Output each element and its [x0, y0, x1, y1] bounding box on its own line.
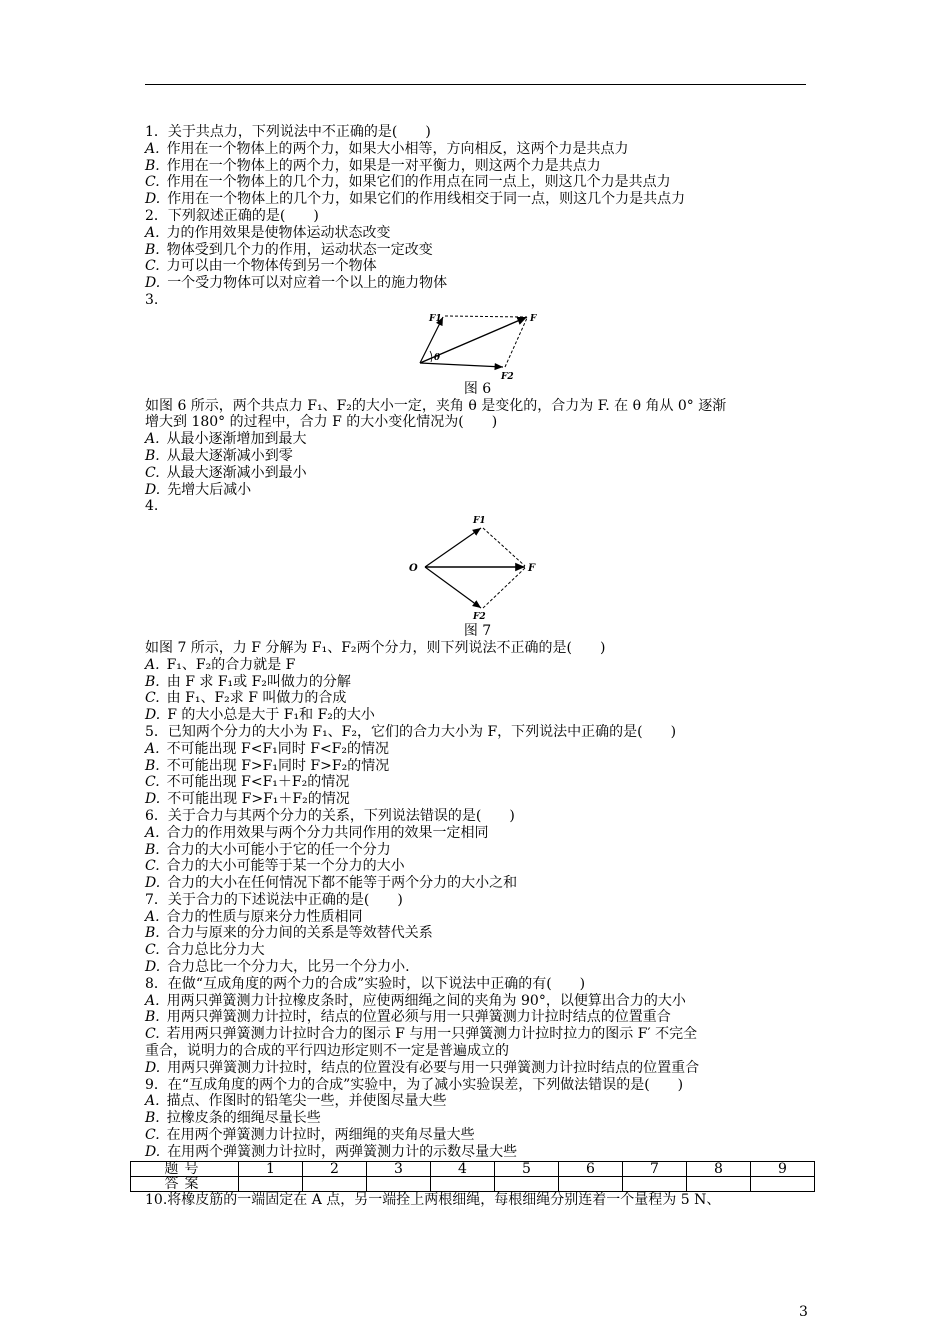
answer-cell[interactable]: [303, 1176, 367, 1191]
figure-caption: 图 7: [463, 623, 492, 640]
option-a: A. 作用在一个物体上的两个力，如果大小相等，方向相反，这两个力是共点力: [145, 140, 629, 157]
option-c: C. 不可能出现 F<F₁＋F₂的情况: [145, 774, 350, 791]
answer-cell[interactable]: [495, 1176, 559, 1191]
option-a: A. 从最小逐渐增加到最大: [145, 431, 307, 448]
option-c: C. 作用在一个物体上的几个力，如果它们的作用点在同一点上，则这几个力是共点力: [145, 174, 671, 191]
page-number: 3: [799, 1304, 808, 1320]
label-f1: F1: [472, 516, 486, 527]
figure-7: [145, 515, 810, 640]
answer-cell[interactable]: [367, 1176, 431, 1191]
label-theta: θ: [433, 352, 440, 363]
page-content: [145, 124, 810, 1208]
answer-cell[interactable]: [623, 1176, 687, 1191]
question-5: [145, 724, 810, 808]
table-row: [131, 1161, 815, 1176]
option-b: B. 合力与原来的分力间的关系是等效替代关系: [145, 925, 433, 942]
question-stem: 如图 6 所示，两个共点力 F₁、F₂的大小一定，夹角 θ 是变化的，合力为 F. 在 θ 角从 0° 逐渐: [145, 397, 727, 414]
table-cell: 8: [687, 1161, 751, 1176]
option-a: A. 不可能出现 F<F₁同时 F<F₂的情况: [145, 740, 390, 757]
option-b: B. 物体受到几个力的作用，运动状态一定改变: [145, 241, 433, 258]
option-b: B. 拉橡皮条的细绳尽量长些: [145, 1110, 321, 1127]
question-stem-cont: 增大到 180° 的过程中，合力 F 的大小变化情况为( ): [145, 414, 498, 431]
option-b: B. 由 F 求 F₁或 F₂叫做力的分解: [145, 673, 351, 690]
label-f1: F1: [428, 313, 442, 324]
figure-6: [145, 309, 810, 398]
label-f2: F2: [500, 371, 514, 381]
table-cell: 7: [623, 1161, 687, 1176]
dashed-edge-top: [445, 316, 527, 317]
question-8: [145, 976, 810, 1077]
dashed-edge-bottom: [483, 568, 525, 608]
force-decomposition-diagram: [403, 515, 553, 623]
question-9: [145, 1077, 810, 1161]
option-a: A. 合力的性质与原来分力性质相同: [145, 908, 363, 925]
option-d: D. 先增大后减小: [145, 481, 252, 498]
option-b: B. 用两只弹簧测力计拉时，结点的位置必须与用一只弹簧测力计拉时结点的位置重合: [145, 1009, 671, 1026]
question-stem: 9．在“互成角度的两个力的合成”实验中，为了减小实验误差，下列做法错误的是( ): [145, 1076, 684, 1093]
option-a: A. 用两只弹簧测力计拉橡皮条时，应使两细绳之间的夹角为 90°，以便算出合力的大小: [145, 992, 686, 1009]
option-a: A. 力的作用效果是使物体运动状态改变: [145, 224, 391, 241]
option-c: C. 在用两个弹簧测力计拉时，两细绳的夹角尽量大些: [145, 1127, 475, 1144]
f2-vector: [420, 363, 503, 367]
option-c: C. 由 F₁、F₂求 F 叫做力的合成: [145, 690, 347, 707]
answer-cell[interactable]: [687, 1176, 751, 1191]
row-header-number: 题号: [131, 1161, 239, 1176]
table-cell: 3: [367, 1161, 431, 1176]
question-stem: 2．下列叙述正确的是( ): [145, 207, 319, 224]
f2-vector: [425, 567, 481, 608]
figure-caption: 图 6: [463, 380, 492, 397]
option-d: D. 不可能出现 F>F₁＋F₂的情况: [145, 791, 350, 808]
question-stem: 如图 7 所示，力 F 分解为 F₁、F₂两个分力，则下列说法不正确的是( ): [145, 639, 606, 656]
question-2: [145, 208, 810, 292]
header-rule: [145, 84, 806, 85]
label-f2: F2: [472, 612, 486, 623]
answer-cell[interactable]: [239, 1176, 303, 1191]
parallelogram-diagram: [403, 309, 553, 381]
answer-cell[interactable]: [559, 1176, 623, 1191]
answer-cell[interactable]: [751, 1176, 815, 1191]
dashed-edge-top: [483, 528, 525, 566]
label-f: F: [527, 563, 535, 575]
question-10-stem: 10.将橡皮筋的一端固定在 A 点，另一端拴上两根细绳，每根细绳分别连着一个量程为 5 N、: [145, 1191, 721, 1208]
option-d: D. 合力的大小在任何情况下都不能等于两个分力的大小之和: [145, 875, 518, 892]
option-c: C. 从最大逐渐减小到最小: [145, 464, 307, 481]
table-cell: 2: [303, 1161, 367, 1176]
option-c: C. 合力总比分力大: [145, 942, 265, 959]
table-cell: 9: [751, 1161, 815, 1176]
question-stem: 8．在做“互成角度的两个力的合成”实验时，以下说法中正确的有( ): [145, 975, 586, 992]
option-d: D. F 的大小总是大于 F₁和 F₂的大小: [145, 707, 375, 724]
question-1: [145, 124, 810, 208]
answer-cell[interactable]: [431, 1176, 495, 1191]
question-stem: 7．关于合力的下述说法中正确的是( ): [145, 891, 403, 908]
table-row: [131, 1176, 815, 1191]
option-a: A. 合力的作用效果与两个分力共同作用的效果一定相同: [145, 824, 489, 841]
option-b: B. 不可能出现 F>F₁同时 F>F₂的情况: [145, 757, 390, 774]
table-cell: 6: [559, 1161, 623, 1176]
row-header-answer: 答案: [131, 1176, 239, 1191]
option-d: D. 一个受力物体可以对应着一个以上的施力物体: [145, 275, 448, 292]
option-c: C. 若用两只弹簧测力计拉时合力的图示 F 与用一只弹簧测力计拉时拉力的图示 F′ 不完全: [145, 1026, 698, 1043]
option-d: D. 作用在一个物体上的几个力，如果它们的作用线相交于同一点，则这几个力是共点力: [145, 191, 686, 208]
option-a: A. F₁、F₂的合力就是 F: [145, 656, 296, 673]
option-b: B. 作用在一个物体上的两个力，如果是一对平衡力，则这两个力是共点力: [145, 157, 601, 174]
table-cell: 4: [431, 1161, 495, 1176]
option-c: C. 合力的大小可能等于某一个分力的大小: [145, 858, 405, 875]
question-number: 4.: [145, 498, 159, 515]
option-c: C. 力可以由一个物体传到另一个物体: [145, 258, 377, 275]
question-3: [145, 292, 810, 498]
table-cell: 5: [495, 1161, 559, 1176]
option-b: B. 合力的大小可能小于它的任一个分力: [145, 841, 391, 858]
answer-table: [130, 1161, 815, 1192]
option-d: D. 在用两个弹簧测力计拉时，两弹簧测力计的示数尽量大些: [145, 1143, 518, 1160]
label-o: O: [408, 563, 418, 575]
question-stem: 5．已知两个分力的大小为 F₁、F₂，它们的合力大小为 F，下列说法中正确的是( ): [145, 723, 677, 740]
question-6: [145, 808, 810, 892]
question-stem: 1．关于共点力，下列说法中不正确的是( ): [145, 124, 431, 140]
question-stem: 6．关于合力与其两个分力的关系，下列说法错误的是( ): [145, 807, 515, 824]
angle-arc: [430, 351, 432, 362]
f1-vector: [425, 528, 481, 567]
option-a: A. 描点、作图时的铅笔尖一些，并使图尽量大些: [145, 1093, 447, 1110]
question-4: [145, 498, 810, 724]
option-c-continued: 重合，说明力的合成的平行四边形定则不一定是普遍成立的: [145, 1043, 509, 1060]
option-d: D. 用两只弹簧测力计拉时，结点的位置没有必要与用一只弹簧测力计拉时结点的位置重合: [145, 1059, 700, 1076]
option-b: B. 从最大逐渐减小到零: [145, 447, 293, 464]
label-f: F: [529, 313, 536, 324]
table-cell: 1: [239, 1161, 303, 1176]
question-number: 3.: [145, 291, 159, 308]
option-d: D. 合力总比一个分力大，比另一个分力小.: [145, 959, 410, 976]
question-7: [145, 892, 810, 976]
